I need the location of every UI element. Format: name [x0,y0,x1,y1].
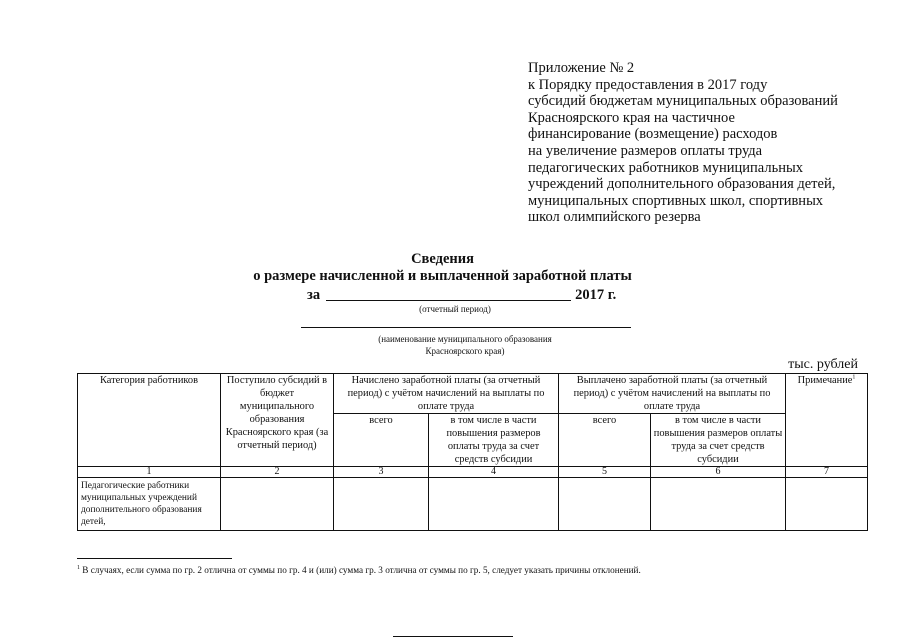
column-number: 7 [786,467,868,478]
appendix-line: муниципальных спортивных школ, спортивных [528,192,824,209]
period-suffix: 2017 г. [575,287,617,303]
cell-received-subsidy[interactable] [221,478,334,531]
header-note-label: Примечание [797,375,853,386]
cell-note[interactable] [786,478,868,531]
units-label: тыс. рублей [788,357,858,372]
footnote-text: В случаях, если сумма по гр. 2 отлична от суммы по гр. 4 и (или) сумма гр. 3 отлична от суммы по гр. 5, следует указать причины отклонений. [82,565,641,575]
header-paid-group: Выплачено заработной платы (за отчетный период) с учётом начислений на выплаты по оплате труда [559,374,786,414]
appendix-line: учреждений дополнительного образования детей, [528,176,836,193]
footnote-divider [77,558,232,559]
appendix-line: педагогических работников муниципальных [528,159,803,176]
appendix-line: на увеличение размеров оплаты труда [528,142,763,159]
header-accrued-subsidy-part: в том числе в части повышения размеров оплаты труда за счет средств субсидии [429,414,559,467]
header-received-subsidy: Поступило субсидий в бюджет муниципального образования Красноярского края (за отчетный период) [221,374,334,467]
column-number: 4 [429,467,559,478]
header-category: Категория работников [78,374,221,467]
column-number: 5 [559,467,651,478]
footnote [77,565,641,575]
signature-line [393,636,513,637]
header-accrued-total: всего [334,414,429,467]
cell-accrued-subsidy-part[interactable] [429,478,559,531]
appendix-block [528,60,888,226]
municipality-hint-line: (наименование муниципального образования [378,334,552,344]
column-number: 1 [78,467,221,478]
table-row [78,478,868,531]
appendix-line: финансирование (возмещение) расходов [528,126,778,143]
header-note [786,374,868,467]
cell-accrued-total[interactable] [334,478,429,531]
column-number: 3 [334,467,429,478]
period-row [307,287,616,304]
municipality-hint-line: Красноярского края) [425,346,505,356]
appendix-line: к Порядку предоставления в 2017 году [528,76,768,93]
column-number: 6 [651,467,786,478]
document-title: Сведения [411,251,474,267]
column-numbers-row [78,467,868,478]
appendix-line: Приложение № 2 [528,60,635,76]
municipality-hint [330,333,600,357]
header-paid-total: всего [559,414,651,467]
column-number: 2 [221,467,334,478]
document-subtitle: о размере начисленной и выплаченной заработной платы [253,268,632,284]
header-note-footnote-marker: 1 [852,374,856,381]
header-row [78,374,868,414]
period-blank-line[interactable] [326,288,571,301]
period-prefix: за [307,287,321,303]
footnote-marker: 1 [77,564,80,571]
appendix-line: школ олимпийского резерва [528,209,701,226]
cell-paid-subsidy-part[interactable] [651,478,786,531]
municipality-blank-line[interactable] [301,327,631,328]
appendix-line: субсидий бюджетам муниципальных образований [528,93,838,110]
cell-paid-total[interactable] [559,478,651,531]
header-accrued-group: Начислено заработной платы (за отчетный период) с учётом начислений на выплаты по оплате труда [334,374,559,414]
row-category: Педагогические работники муниципальных учреждений дополнительного образования детей, [78,478,221,531]
appendix-line: Красноярского края на частичное [528,109,735,126]
header-paid-subsidy-part: в том числе в части повышения размеров оплаты труда за счет средств субсидии [651,414,786,467]
salary-table [77,373,868,531]
period-hint: (отчетный период) [419,304,491,314]
